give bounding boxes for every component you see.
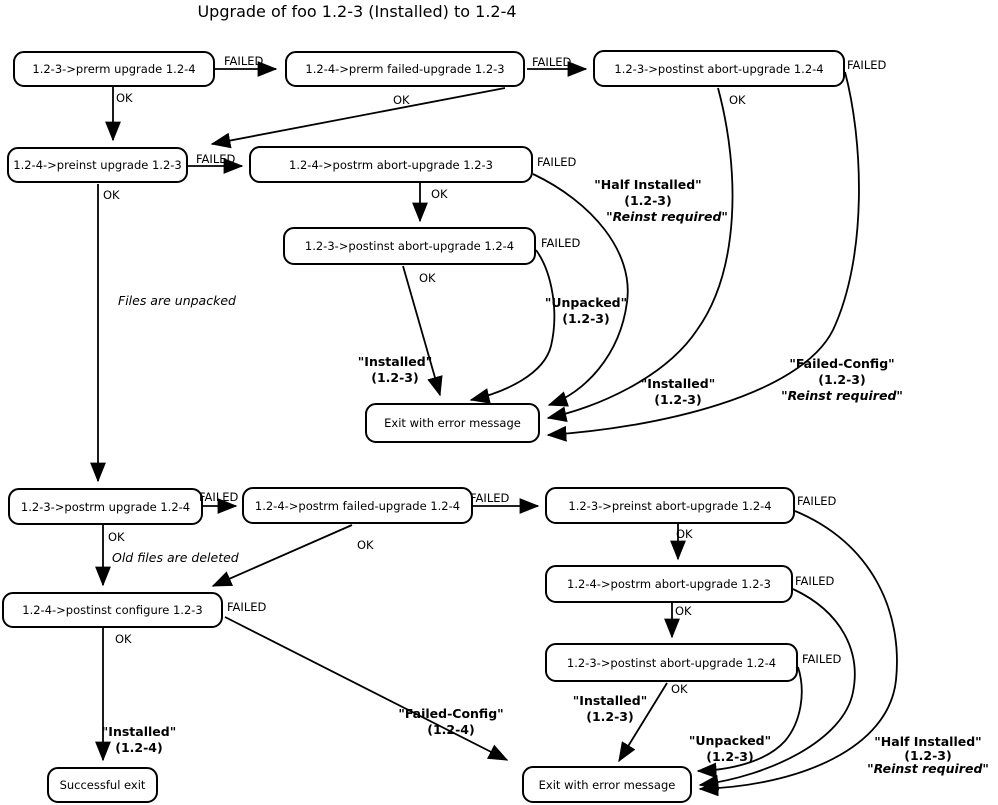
- ok-label-postrm-upgrade: OK: [108, 530, 125, 544]
- diagram-title: Upgrade of foo 1.2-3 (Installed) to 1.2-4: [197, 2, 517, 21]
- state-unpacked-bottom: "Unpacked" (1.2-3): [688, 733, 772, 764]
- node-postinst-abort-mid: 1.2-3->postinst abort-upgrade 1.2-4: [283, 227, 536, 265]
- failed-label-postinst-abort-bottom: FAILED: [802, 652, 842, 666]
- ok-label-postrm-abort-bottom: OK: [675, 604, 692, 618]
- state-unpacked-upper: "Unpacked" (1.2-3): [544, 295, 628, 326]
- ok-label-preinst-upgrade: OK: [103, 188, 120, 202]
- node-successful-exit: Successful exit: [47, 767, 158, 803]
- ok-label-postinst-abort-top: OK: [729, 93, 746, 107]
- failed-label-preinst-upgrade: FAILED: [196, 152, 236, 166]
- node-preinst-abort: 1.2-3->preinst abort-upgrade 1.2-4: [545, 487, 795, 524]
- ok-label-postinst-abort-mid: OK: [419, 271, 436, 285]
- node-postrm-abort-mid: 1.2-4->postrm abort-upgrade 1.2-3: [249, 146, 533, 183]
- failed-label-postinst-abort-mid: FAILED: [541, 236, 581, 250]
- node-postinst-abort-top: 1.2-3->postinst abort-upgrade 1.2-4: [593, 50, 845, 87]
- ok-label-postrm-failed-upgrade: OK: [357, 538, 374, 552]
- failed-label-preinst-abort: FAILED: [797, 494, 837, 508]
- node-prerm-upgrade: 1.2-3->prerm upgrade 1.2-4: [13, 51, 215, 87]
- note-files-unpacked: Files are unpacked: [118, 293, 236, 308]
- state-installed-success: "Installed" (1.2-4): [101, 724, 177, 755]
- edge-postinst-configure-failed: [225, 617, 507, 760]
- ok-label-prerm-failed-upgrade: OK: [393, 93, 410, 107]
- ok-label-postrm-abort-mid: OK: [431, 187, 448, 201]
- state-installed-bottom: "Installed" (1.2-3): [572, 693, 648, 724]
- node-postrm-upgrade: 1.2-3->postrm upgrade 1.2-4: [8, 488, 203, 525]
- state-installed-mid-right: "Installed" (1.2-3): [640, 376, 716, 407]
- node-exit-error-upper: Exit with error message: [365, 403, 540, 443]
- failed-label-postrm-failed-upgrade: FAILED: [470, 491, 510, 505]
- node-postinst-abort-bottom: 1.2-3->postinst abort-upgrade 1.2-4: [545, 643, 798, 682]
- ok-label-postinst-configure: OK: [115, 632, 132, 646]
- edge-prerm-failed-upgrade-ok: [212, 88, 505, 144]
- node-postrm-abort-bottom: 1.2-4->postrm abort-upgrade 1.2-3: [545, 565, 793, 603]
- failed-label-prerm-failed-upgrade: FAILED: [532, 55, 572, 69]
- state-failed-config-upper: "Failed-Config" (1.2-3) "Reinst required": [781, 356, 903, 403]
- failed-label-postinst-configure: FAILED: [227, 600, 267, 614]
- failed-label-prerm-upgrade: FAILED: [224, 54, 264, 68]
- ok-label-postinst-abort-bottom: OK: [671, 682, 688, 696]
- state-half-installed-upper: "Half Installed" (1.2-3) "Reinst required": [594, 177, 728, 224]
- ok-label-prerm-upgrade: OK: [116, 91, 133, 105]
- node-preinst-upgrade: 1.2-4->preinst upgrade 1.2-3: [7, 147, 188, 183]
- failed-label-postrm-abort-bottom: FAILED: [795, 574, 835, 588]
- failed-label-postrm-upgrade: FAILED: [199, 490, 239, 504]
- node-exit-error-lower: Exit with error message: [522, 766, 692, 803]
- ok-label-preinst-abort: OK: [676, 527, 693, 541]
- failed-label-postinst-abort-top: FAILED: [847, 58, 887, 72]
- edge-postinst-abort-top-ok: [548, 88, 733, 418]
- node-postinst-configure: 1.2-4->postinst configure 1.2-3: [2, 592, 223, 628]
- node-postrm-failed-upgrade: 1.2-4->postrm failed-upgrade 1.2-4: [242, 487, 473, 524]
- failed-label-postrm-abort-mid: FAILED: [537, 155, 577, 169]
- note-old-files-deleted: Old files are deleted: [112, 550, 239, 565]
- state-half-installed-lower: "Half Installed" (1.2-3) "Reinst required": [867, 734, 989, 776]
- state-installed-mid-left: "Installed" (1.2-3): [357, 354, 433, 385]
- state-failed-config-lower: "Failed-Config" (1.2-4): [398, 706, 504, 737]
- node-prerm-failed-upgrade: 1.2-4->prerm failed-upgrade 1.2-3: [285, 51, 525, 87]
